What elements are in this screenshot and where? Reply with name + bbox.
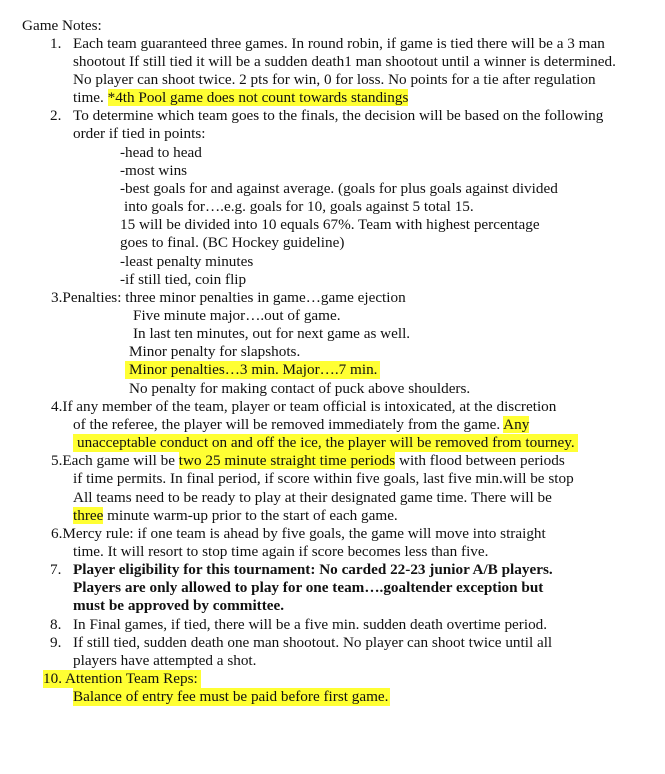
tiebreak-criterion: 15 will be divided into 10 equals 67%. Team with highest percentage xyxy=(120,216,540,233)
item-number: 7. xyxy=(50,561,62,578)
item-line: 6.Mercy rule: if one team is ahead by five goals, the game will move into straight xyxy=(51,525,546,542)
tiebreak-criterion: -best goals for and against average. (goals for plus goals against divided xyxy=(120,180,558,197)
item-line: Five minute major….out of game. xyxy=(133,307,341,324)
item-line: Each team guaranteed three games. In round robin, if game is tied there will be a 3 man xyxy=(73,35,605,52)
highlighted-text: Any xyxy=(503,416,530,433)
item-line: No player can shoot twice. 2 pts for win, 0 for loss. No points for a tie after regulation xyxy=(73,71,596,88)
item-line: time. It will resort to stop time again if score becomes less than five. xyxy=(73,543,489,560)
tiebreak-criterion: -if still tied, coin flip xyxy=(120,271,247,288)
item-line: In Final games, if tied, there will be a five min. sudden death overtime period. xyxy=(73,616,548,633)
highlighted-text: 10. Attention Team Reps: xyxy=(43,670,201,688)
tiebreak-criterion: into goals for….e.g. goals for 10, goals against 5 total 15. xyxy=(124,198,474,215)
item-line: must be approved by committee. xyxy=(73,597,285,614)
item-line: time. *4th Pool game does not count towards standings xyxy=(73,89,409,106)
tiebreak-criterion: -head to head xyxy=(120,144,202,161)
highlighted-text: *4th Pool game does not count towards standings xyxy=(107,89,409,106)
item-line: shootout If still tied it will be a sudden death1 man shootout until a winner is determined. xyxy=(73,53,616,70)
item-line: To determine which team goes to the finals, the decision will be based on the following xyxy=(73,107,604,124)
item-line: In last ten minutes, out for next game as well. xyxy=(133,325,411,342)
item-line xyxy=(125,361,380,379)
item-line: players have attempted a shot. xyxy=(73,652,257,669)
item-line: 5.Each game will be two 25 minute straight time periods with flood between periods xyxy=(51,452,565,469)
item-line: Minor penalty for slapshots. xyxy=(129,343,301,360)
highlighted-text: two 25 minute straight time periods xyxy=(178,452,396,469)
page-title: Game Notes: xyxy=(22,17,102,34)
item-number: 8. xyxy=(50,616,62,633)
item-line: 3.Penalties: three minor penalties in game…game ejection xyxy=(51,289,406,306)
tiebreak-criterion: goes to final. (BC Hockey guideline) xyxy=(120,234,345,251)
item-line: Player eligibility for this tournament: No carded 22-23 junior A/B players. xyxy=(73,561,553,578)
item-number: 2. xyxy=(50,107,62,124)
item-line: order if tied in points: xyxy=(73,125,206,142)
item-line: If still tied, sudden death one man shootout. No player can shoot twice until all xyxy=(73,634,553,651)
item-number: 9. xyxy=(50,634,62,651)
highlighted-text: unacceptable conduct on and off the ice, the player will be removed from tourney. xyxy=(73,434,578,452)
tiebreak-criterion: -least penalty minutes xyxy=(120,253,254,270)
item-number: 1. xyxy=(50,35,62,52)
item-line: Players are only allowed to play for one team….goaltender exception but xyxy=(73,579,544,596)
item-line: if time permits. In final period, if score within five goals, last five min.will be stop xyxy=(73,470,574,487)
item-line: 4.If any member of the team, player or team official is intoxicated, at the discretion xyxy=(51,398,557,415)
item-line: of the referee, the player will be removed immediately from the game. Any xyxy=(73,416,530,433)
tiebreak-criterion: -most wins xyxy=(120,162,188,179)
highlighted-text: three xyxy=(73,507,104,524)
highlighted-text: Balance of entry fee must be paid before first game. xyxy=(73,688,389,705)
item-line: three minute warm-up prior to the start of each game. xyxy=(73,507,398,524)
highlighted-text: Minor penalties…3 min. Major….7 min. xyxy=(125,361,380,379)
item-line: No penalty for making contact of puck above shoulders. xyxy=(129,380,471,397)
item-line: All teams need to be ready to play at their designated game time. There will be xyxy=(73,489,552,506)
